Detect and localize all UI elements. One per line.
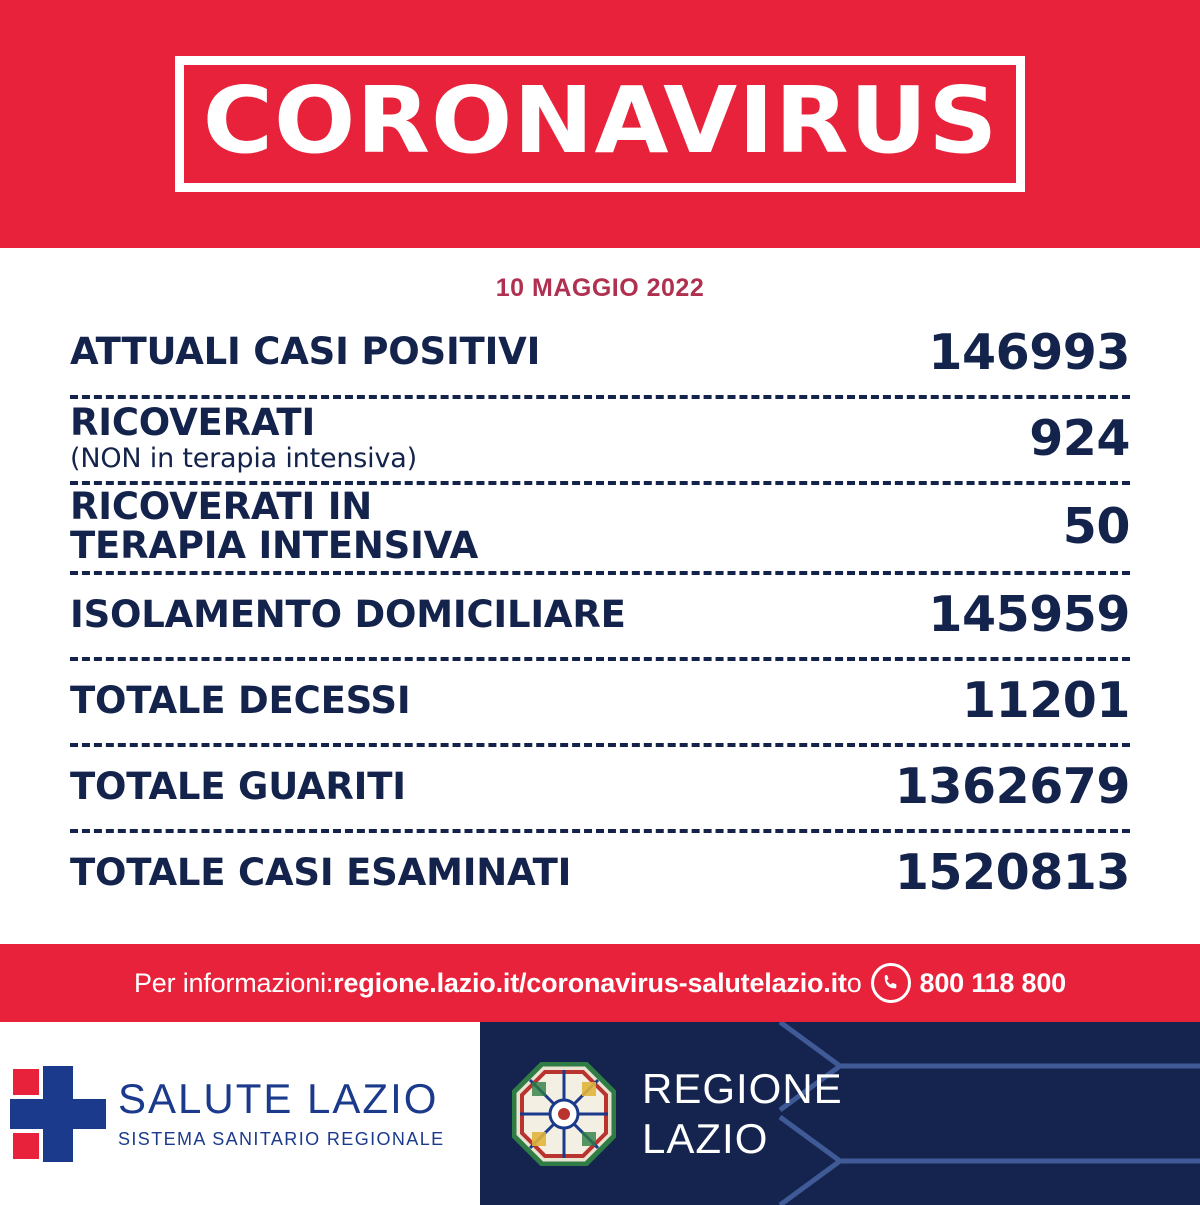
info-site-salute[interactable]: salutelazio.it — [687, 967, 847, 998]
stat-label: TOTALE DECESSI — [70, 678, 411, 722]
report-date: 10 MAGGIO 2022 — [495, 274, 705, 302]
stat-label-line2: TERAPIA INTENSIVA — [70, 524, 479, 568]
stat-label-sub: (NON in terapia intensiva) — [70, 442, 417, 474]
info-separator: - — [678, 967, 688, 998]
table-row — [70, 747, 1130, 829]
stat-label — [70, 400, 417, 474]
stat-value: 924 — [1029, 409, 1130, 467]
stat-value: 145959 — [928, 585, 1130, 643]
table-row — [70, 485, 1130, 571]
table-row — [70, 313, 1130, 395]
phone-icon — [871, 963, 911, 1003]
stat-label: ISOLAMENTO DOMICILIARE — [70, 592, 626, 636]
table-row — [70, 833, 1130, 915]
page-title: CORONAVIRUS — [202, 67, 998, 174]
poster-header — [0, 0, 1200, 248]
stat-label-main: RICOVERATI — [70, 400, 316, 444]
health-cross-icon — [10, 1066, 106, 1162]
stat-label — [70, 485, 479, 568]
stat-label: ATTUALI CASI POSITIVI — [70, 330, 541, 374]
date-row — [0, 248, 1200, 313]
regione-lazio-emblem-icon — [512, 1062, 616, 1166]
info-site-regione[interactable]: regione.lazio.it/coronavirus — [333, 967, 679, 998]
table-row — [70, 575, 1130, 657]
title-box — [175, 56, 1026, 192]
salute-lazio-text — [118, 1074, 445, 1150]
info-text — [134, 963, 1066, 1003]
stat-value: 146993 — [928, 323, 1130, 381]
regione-line-2: LAZIO — [642, 1114, 769, 1162]
regione-line-1: REGIONE — [642, 1064, 843, 1112]
poster-footer — [0, 1022, 1200, 1205]
info-conjunction: o — [846, 967, 862, 998]
salute-lazio-name: SALUTE LAZIO — [118, 1074, 439, 1122]
stats-table — [0, 313, 1200, 944]
info-prefix: Per informazioni: — [133, 967, 334, 998]
stat-label-line1: RICOVERATI IN — [70, 485, 373, 528]
info-phone-number: 800 118 800 — [919, 967, 1066, 998]
table-row — [70, 399, 1130, 481]
stat-value: 11201 — [962, 671, 1130, 729]
stat-value: 50 — [1062, 497, 1130, 555]
salute-lazio-logo — [0, 1022, 480, 1205]
stat-label: TOTALE CASI ESAMINATI — [70, 850, 572, 894]
stat-label: TOTALE GUARITI — [70, 764, 406, 808]
regione-lazio-text — [642, 1064, 843, 1162]
stat-value: 1362679 — [894, 757, 1130, 815]
regione-lazio-block — [480, 1022, 1200, 1205]
info-bar — [0, 944, 1200, 1022]
stat-value: 1520813 — [894, 843, 1130, 901]
table-row — [70, 661, 1130, 743]
salute-lazio-subtitle: SISTEMA SANITARIO REGIONALE — [118, 1129, 445, 1150]
